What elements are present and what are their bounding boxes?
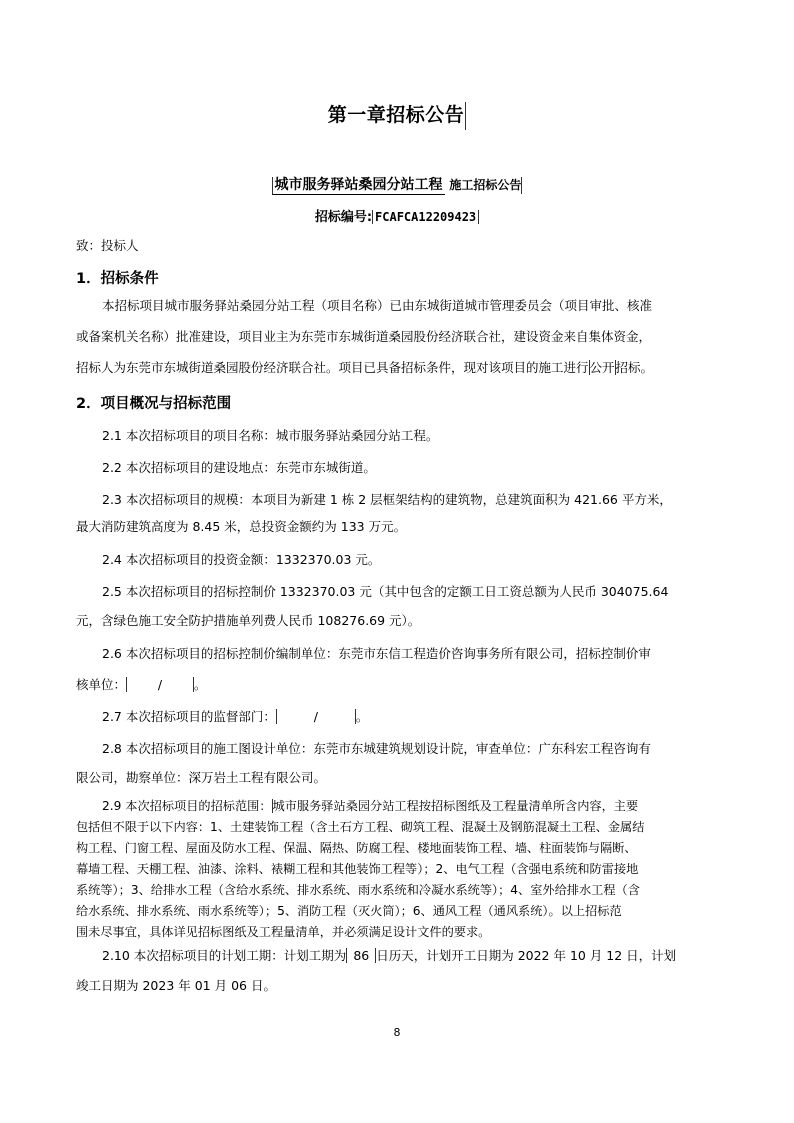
item-2-7: 2.7 本次招标项目的监督部门： / 。 [102, 709, 369, 724]
chapter-title: 第一章招标公告 [0, 100, 794, 130]
greeting: 致：投标人 [76, 238, 139, 253]
notice-type: 施工招标公告 [449, 178, 522, 192]
bid-number-code: FCAFCA12209423 [372, 210, 479, 224]
section-heading-1: 1．招标条件 [76, 271, 159, 287]
page-number: 8 [393, 1026, 401, 1039]
duration-days: 86 [346, 948, 376, 963]
document-page: 第一章招标公告 城市服务驿站桑园分站工程 施工招标公告 招标编号: FCAFCA12209423 致：投标人 1．招标条件 本招标项目城市服务驿站桑园分站工程（项目名称）已由东城街道城市管理委员会（项目审批、核准 或备案机关名称）批准建设，项目业主为东莞市东城街道桑园股份经济联合社，建设资金来自集体资金， 招标人为东莞市东城街道桑园股份经济联合社。项目已具备招标条件，现对该项目的施工进行公开招标。 2．项目概况与招标范围 2.1 本次招标项目的项目名称：城市服务驿站桑园分站工程。 2.2 本次招标项目的建设地点：东莞市东城街道。 2.3 本次招标项目的规模：本项目为新建 1 栋 2 层框架结构的建筑物，总建筑面积为 421.66 平方米， 最大消防建筑高度为 8.45 米，总投资金额约为 133 万元。 2.4 本次招标项目的投资金额：1332370.03 元。 2.5 本次招标项目的招标控制价 1332370.03 元（其中包含的定额工日工资总额为人民币 304075.64 元，含绿色施工安全防护措施单列费人民币 108276.69 元）。 2.6 本次招标项目的招标控制价编制单位：东莞市东信工程造价咨询事务所有限公司，招标控制价审 核单位： / 。 2.7 本次招标项目的监督部门： / 。 2.8 本次招标项目的施工图设计单位：东莞市东城建筑规划设计院，审查单位：广东科宏工程咨询有 限公司，勘察单位：深万岩土工程有限公司。 2.9 本次招标项目的招标范围：城市服务驿站桑园分站工程按招标图纸及工程量清单所含内容，主要 包括但不限于以下内容：1、土建装饰工程（含土石方工程、砌筑工程、混凝土及钢筋混凝土工程、金属结 构工程、门窗工程、屋面及防水工程、保温、隔热、防腐工程、楼地面装饰工程、墙、柱面装饰与隔断、 幕墙工程、天棚工程、油漆、涂料、裱糊工程和其他装饰工程等）；2、电气工程（含强电系统和防雷接地 系统等）；3、给排水工程（含给水系统、排水系统、雨水系统和冷凝水系统等）；4、室外给排水工程（含 给水系统、排水系统、雨水系统等）；5、消防工程（灭火筒）；6、通风工程（通风系统）。以上招标范 围未尽事宜，具体详见招标图纸及工程量清单，并必须满足设计文件的要求。 2.10 本次招标项目的计划工期：计划工期为 86 日历天，计划开工日期为 2022 年 10 月 12 日，计划 竣工日期为 2023 年 01 月 06 日。 8 [0, 0, 794, 1123]
bid-number: 招标编号: FCAFCA12209423 [0, 206, 794, 225]
item-2-1: 2.1 本次招标项目的项目名称：城市服务驿站桑园分站工程。 [102, 428, 439, 443]
supervisor-blank: / [276, 709, 356, 724]
review-unit-blank: / [126, 677, 194, 692]
notice-subtitle [0, 174, 794, 194]
item-2-2: 2.2 本次招标项目的建设地点：东莞市东城街道。 [102, 460, 376, 475]
section-heading-2: 2．项目概况与招标范围 [76, 396, 232, 412]
item-2-4: 2.4 本次招标项目的投资金额：1332370.03 元。 [102, 552, 381, 567]
project-name: 城市服务驿站桑园分站工程 [272, 177, 445, 195]
